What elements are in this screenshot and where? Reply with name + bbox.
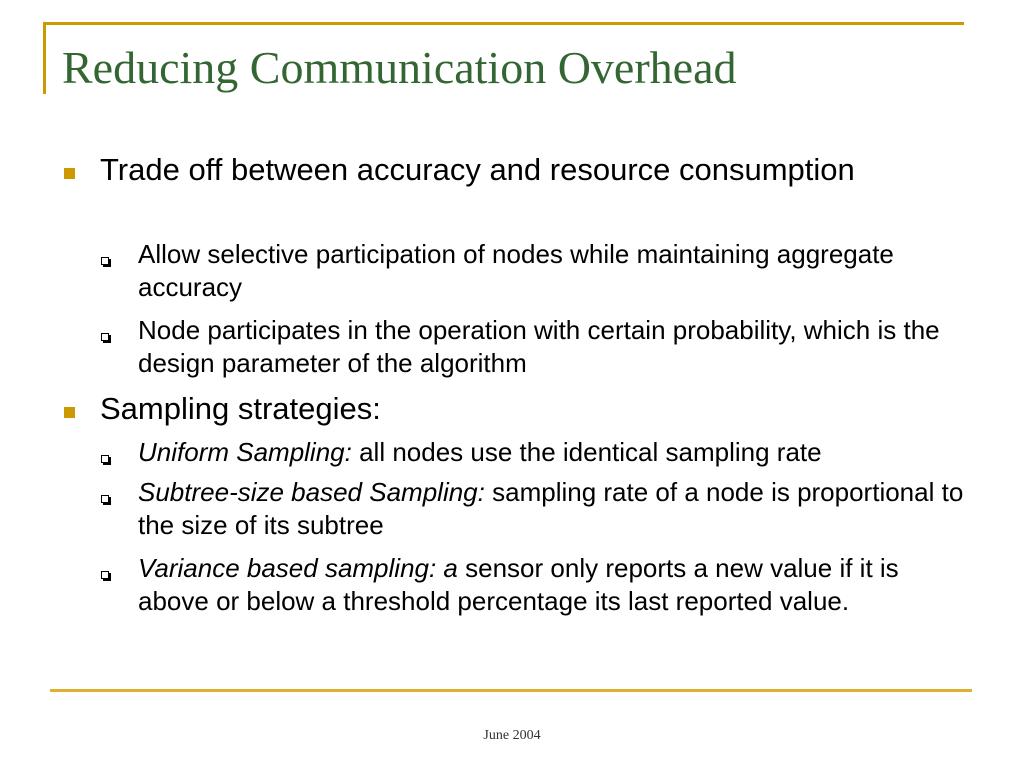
footer-divider-line <box>50 689 972 692</box>
square-bullet-icon <box>64 168 75 179</box>
sub-bullet-item <box>138 238 968 304</box>
sub-bullet-text: all nodes use the identical sampling rate <box>359 437 822 467</box>
sub-bullet-text: Node participates in the operation with certain probability, which is the design parameter of the algorithm <box>138 315 940 378</box>
sub-bullet-item <box>138 314 968 380</box>
sub-bullet-text: Allow selective participation of nodes while maintaining aggregate accuracy <box>138 239 894 302</box>
sub-bullet-emphasis: Variance based sampling: a <box>138 553 458 583</box>
hollow-square-bullet-icon <box>101 495 109 503</box>
sub-bullet-emphasis: Subtree-size based Sampling: <box>138 477 485 507</box>
title-accent-top-line <box>43 22 964 25</box>
sub-bullet-item <box>138 552 968 618</box>
hollow-square-bullet-icon <box>101 257 109 265</box>
slide-title: Reducing Communication Overhead <box>62 42 737 93</box>
bullet-item: Sampling strategies: <box>100 391 381 426</box>
hollow-square-bullet-icon <box>101 333 109 341</box>
sub-bullet-item <box>138 476 968 542</box>
bullet-item: Trade off between accuracy and resource consumption <box>100 152 855 187</box>
sub-bullet-item <box>138 436 968 469</box>
square-bullet-icon <box>64 407 75 418</box>
sub-bullet-text: sensor only reports a new value if it is above or below a threshold percentage its last reported value. <box>138 553 899 616</box>
sub-bullet-emphasis: Uniform Sampling: <box>138 437 352 467</box>
slide-footer-date: June 2004 <box>483 728 541 743</box>
title-accent-vertical-line <box>43 22 46 94</box>
hollow-square-bullet-icon <box>101 571 109 579</box>
hollow-square-bullet-icon <box>101 455 109 463</box>
sub-bullet-text: sampling rate of a node is proportional to the size of its subtree <box>138 477 964 540</box>
